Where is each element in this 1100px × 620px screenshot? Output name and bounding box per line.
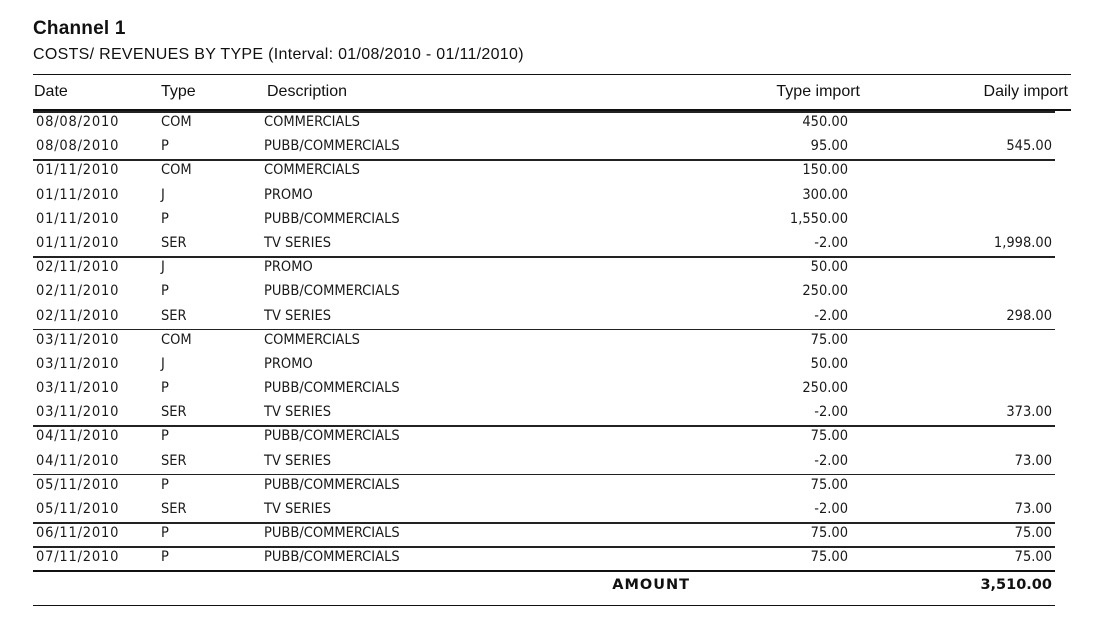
cell-daily-import: 545.00 <box>1006 138 1052 155</box>
cell-description: TV SERIES <box>264 404 331 421</box>
cell-description: PUBB/COMMERCIALS <box>264 525 400 542</box>
cell-type-import: -2.00 <box>814 404 848 421</box>
cell-description: TV SERIES <box>264 501 331 517</box>
cell-type: P <box>161 476 169 493</box>
cell-type: P <box>161 525 169 542</box>
cell-type-import: 95.00 <box>810 138 848 155</box>
cell-type-import: 75.00 <box>810 331 848 348</box>
cell-type-import: 1,550.00 <box>789 210 848 227</box>
cell-type-import: 50.00 <box>810 355 848 372</box>
cell-date: 04/11/2010 <box>36 452 120 469</box>
cell-date: 06/11/2010 <box>36 525 120 542</box>
cell-type-import: 75.00 <box>810 476 848 493</box>
header-top-rule <box>33 74 1071 75</box>
table-row <box>0 377 1100 401</box>
cell-type: P <box>161 210 169 227</box>
column-header-daily-import: Daily import <box>983 83 1068 100</box>
cell-date: 03/11/2010 <box>36 355 120 372</box>
cell-type-import: 250.00 <box>802 380 848 397</box>
cell-type-import: 150.00 <box>802 162 848 179</box>
cell-type: SER <box>161 452 187 469</box>
table-row <box>0 111 1100 135</box>
cell-type: J <box>161 355 165 372</box>
cell-type-import: 50.00 <box>810 259 848 276</box>
cell-daily-import: 73.00 <box>1014 452 1052 469</box>
cell-description: PUBB/COMMERCIALS <box>264 138 400 155</box>
table-row <box>0 329 1100 353</box>
cell-date: 02/11/2010 <box>36 307 120 324</box>
cell-description: COMMERCIALS <box>264 331 360 348</box>
cell-description: PUBB/COMMERCIALS <box>264 210 400 227</box>
cell-type: SER <box>161 501 187 517</box>
report-table-body <box>0 111 1100 571</box>
cell-description: COMMERCIALS <box>264 162 360 179</box>
cell-date: 02/11/2010 <box>36 259 120 276</box>
cell-description: PROMO <box>264 186 313 203</box>
cell-type: SER <box>161 234 187 251</box>
cell-type: SER <box>161 307 187 324</box>
cell-description: TV SERIES <box>264 307 331 324</box>
cell-date: 01/11/2010 <box>36 162 120 179</box>
cell-date: 01/11/2010 <box>36 210 120 227</box>
column-header-description: Description <box>267 83 348 100</box>
cell-daily-import: 373.00 <box>1006 404 1052 421</box>
cell-type: COM <box>161 331 192 348</box>
cell-type: P <box>161 283 169 300</box>
table-row <box>0 159 1100 183</box>
cell-daily-import: 75.00 <box>1014 525 1052 542</box>
cell-daily-import: 1,998.00 <box>993 234 1052 251</box>
table-row <box>0 135 1100 159</box>
report-bottom-rule <box>33 605 1055 606</box>
cell-type-import: 75.00 <box>810 549 848 566</box>
cell-date: 03/11/2010 <box>36 331 120 348</box>
total-amount-label: AMOUNT <box>612 577 690 593</box>
cell-description: PUBB/COMMERCIALS <box>264 549 400 566</box>
table-row <box>0 256 1100 280</box>
cell-description: PROMO <box>264 355 313 372</box>
cell-type: COM <box>161 162 192 179</box>
cell-type: J <box>161 259 165 276</box>
cell-type-import: 300.00 <box>802 186 848 203</box>
table-row <box>0 522 1100 546</box>
table-row <box>0 401 1100 425</box>
cell-description: PUBB/COMMERCIALS <box>264 283 400 300</box>
table-row <box>0 305 1100 329</box>
table-row <box>0 353 1100 377</box>
cell-type: P <box>161 428 169 445</box>
cell-type-import: 250.00 <box>802 283 848 300</box>
cell-type-import: -2.00 <box>814 234 848 251</box>
report-title: Channel 1 <box>33 18 126 39</box>
table-row <box>0 232 1100 256</box>
cell-type-import: -2.00 <box>814 307 848 324</box>
column-header-date: Date <box>34 83 68 100</box>
cell-description: PUBB/COMMERCIALS <box>264 476 400 493</box>
table-row <box>0 208 1100 232</box>
cell-description: PUBB/COMMERCIALS <box>264 428 400 445</box>
cell-type-import: 450.00 <box>802 114 848 130</box>
cell-description: PROMO <box>264 259 313 276</box>
cell-type: P <box>161 138 169 155</box>
total-amount-value: 3,510.00 <box>980 577 1052 593</box>
table-row <box>0 498 1100 522</box>
table-row <box>0 184 1100 208</box>
cell-date: 01/11/2010 <box>36 186 120 203</box>
cell-description: COMMERCIALS <box>264 114 360 130</box>
column-header-type: Type <box>161 83 196 100</box>
cell-description: TV SERIES <box>264 234 331 251</box>
cell-type-import: 75.00 <box>810 525 848 542</box>
cell-type: P <box>161 380 169 397</box>
cell-date: 07/11/2010 <box>36 549 120 566</box>
table-row <box>0 546 1100 570</box>
cell-date: 08/08/2010 <box>36 114 120 130</box>
table-row <box>0 450 1100 474</box>
table-row <box>0 474 1100 498</box>
cell-description: TV SERIES <box>264 452 331 469</box>
report-subtitle: COSTS/ REVENUES BY TYPE (Interval: 01/08/2010 - 01/11/2010) <box>33 46 524 63</box>
cell-date: 02/11/2010 <box>36 283 120 300</box>
cell-daily-import: 298.00 <box>1006 307 1052 324</box>
total-rule <box>33 570 1055 572</box>
cell-date: 03/11/2010 <box>36 404 120 421</box>
cell-type: COM <box>161 114 192 130</box>
table-row <box>0 425 1100 449</box>
cell-type: J <box>161 186 165 203</box>
cell-date: 01/11/2010 <box>36 234 120 251</box>
cell-type: SER <box>161 404 187 421</box>
cell-daily-import: 75.00 <box>1014 549 1052 566</box>
table-row <box>0 280 1100 304</box>
cell-date: 05/11/2010 <box>36 501 120 517</box>
cell-type-import: -2.00 <box>814 452 848 469</box>
cell-daily-import: 73.00 <box>1014 501 1052 517</box>
cell-type-import: 75.00 <box>810 428 848 445</box>
cell-type-import: -2.00 <box>814 501 848 517</box>
cell-date: 03/11/2010 <box>36 380 120 397</box>
cell-type: P <box>161 549 169 566</box>
cell-date: 08/08/2010 <box>36 138 120 155</box>
column-header-type-import: Type import <box>776 83 860 100</box>
cell-date: 05/11/2010 <box>36 476 120 493</box>
cell-description: PUBB/COMMERCIALS <box>264 380 400 397</box>
cell-date: 04/11/2010 <box>36 428 120 445</box>
